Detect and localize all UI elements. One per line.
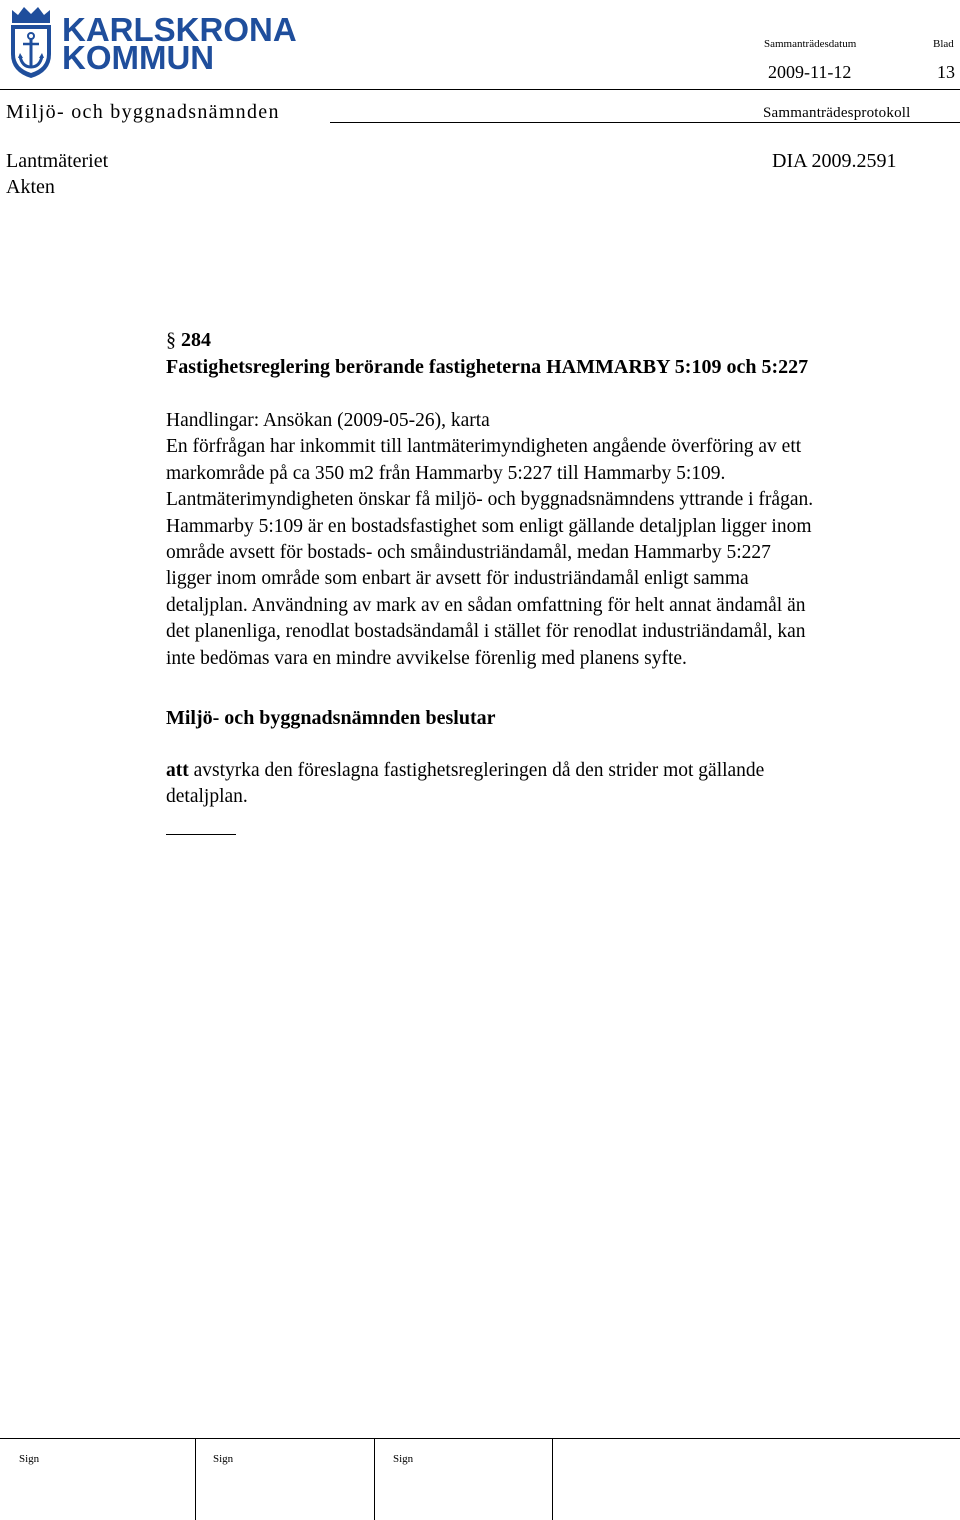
municipality-name-line1: KARLSKRONA bbox=[62, 11, 297, 48]
paragraph-symbol: § bbox=[166, 329, 176, 351]
sign-label: Sign bbox=[393, 1453, 414, 1465]
body-line: inte bedömas vara en mindre avvikelse förenlig med planens syfte. bbox=[166, 647, 687, 669]
body-line: det planenliga, renodlat bostadsändamål i stället för renodlat industriändamål, kan bbox=[166, 621, 806, 643]
case-number: DIA 2009.2591 bbox=[772, 150, 897, 172]
att-word: att bbox=[166, 760, 189, 781]
municipality-wordmark bbox=[62, 11, 297, 76]
document-type: Sammanträdesprotokoll bbox=[763, 105, 911, 121]
decision-line: detaljplan. bbox=[166, 786, 248, 808]
header-divider-bottom bbox=[330, 122, 960, 123]
page-number: 13 bbox=[937, 62, 955, 82]
recipient: Lantmäteriet bbox=[6, 150, 109, 172]
signature-table bbox=[0, 1438, 960, 1520]
municipality-name-line2: KOMMUN bbox=[62, 39, 215, 76]
municipality-logo bbox=[6, 4, 306, 80]
body-line: Handlingar: Ansökan (2009-05-26), karta bbox=[166, 410, 490, 431]
case-description bbox=[166, 408, 956, 672]
decision-line bbox=[166, 758, 956, 784]
committee-name: Miljö- och byggnadsnämnden bbox=[6, 101, 280, 123]
sign-label: Sign bbox=[213, 1453, 234, 1465]
coat-of-arms-icon bbox=[6, 4, 56, 80]
body-line: markområde på ca 350 m2 från Hammarby 5:227 till Hammarby 5:109. bbox=[166, 462, 726, 484]
decision-text bbox=[166, 758, 956, 811]
body-line: ligger inom område som enbart är avsett för industriändamål enligt samma bbox=[166, 568, 749, 590]
decision-line1-rest: avstyrka den föreslagna fastighetsregleringen då den strider mot gällande bbox=[188, 760, 765, 781]
sign-label: Sign bbox=[19, 1453, 40, 1465]
body-line: Hammarby 5:109 är en bostadsfastighet som enligt gällande detaljplan ligger inom bbox=[166, 515, 812, 537]
decision-heading: Miljö- och byggnadsnämnden beslutar bbox=[166, 707, 496, 729]
meeting-date: 2009-11-12 bbox=[768, 62, 852, 82]
section-title: Fastighetsreglering berörande fastigheterna HAMMARBY 5:109 och 5:227 bbox=[166, 356, 809, 378]
body-line: Lantmäterimyndigheten önskar få miljö- och byggnadsnämndens yttrande i frågan. bbox=[166, 489, 814, 511]
body-line: En förfrågan har inkommit till lantmäterimyndigheten angående överföring av ett bbox=[166, 436, 802, 458]
header-divider-top bbox=[0, 89, 960, 90]
section-number-value: 284 bbox=[181, 329, 211, 351]
body-line: område avsett för bostads- och småindustriändamål, medan Hammarby 5:227 bbox=[166, 542, 771, 564]
end-rule bbox=[166, 834, 236, 835]
section-number bbox=[166, 327, 211, 353]
body-line: detaljplan. Användning av mark av en sådan omfattning för helt annat ändamål än bbox=[166, 594, 806, 616]
page-label: Blad bbox=[933, 38, 954, 50]
signature-cell bbox=[0, 1439, 196, 1520]
signature-cell bbox=[374, 1439, 553, 1520]
file-note: Akten bbox=[6, 176, 55, 198]
meeting-date-label: Sammanträdesdatum bbox=[764, 38, 857, 50]
signature-cell bbox=[195, 1439, 375, 1520]
